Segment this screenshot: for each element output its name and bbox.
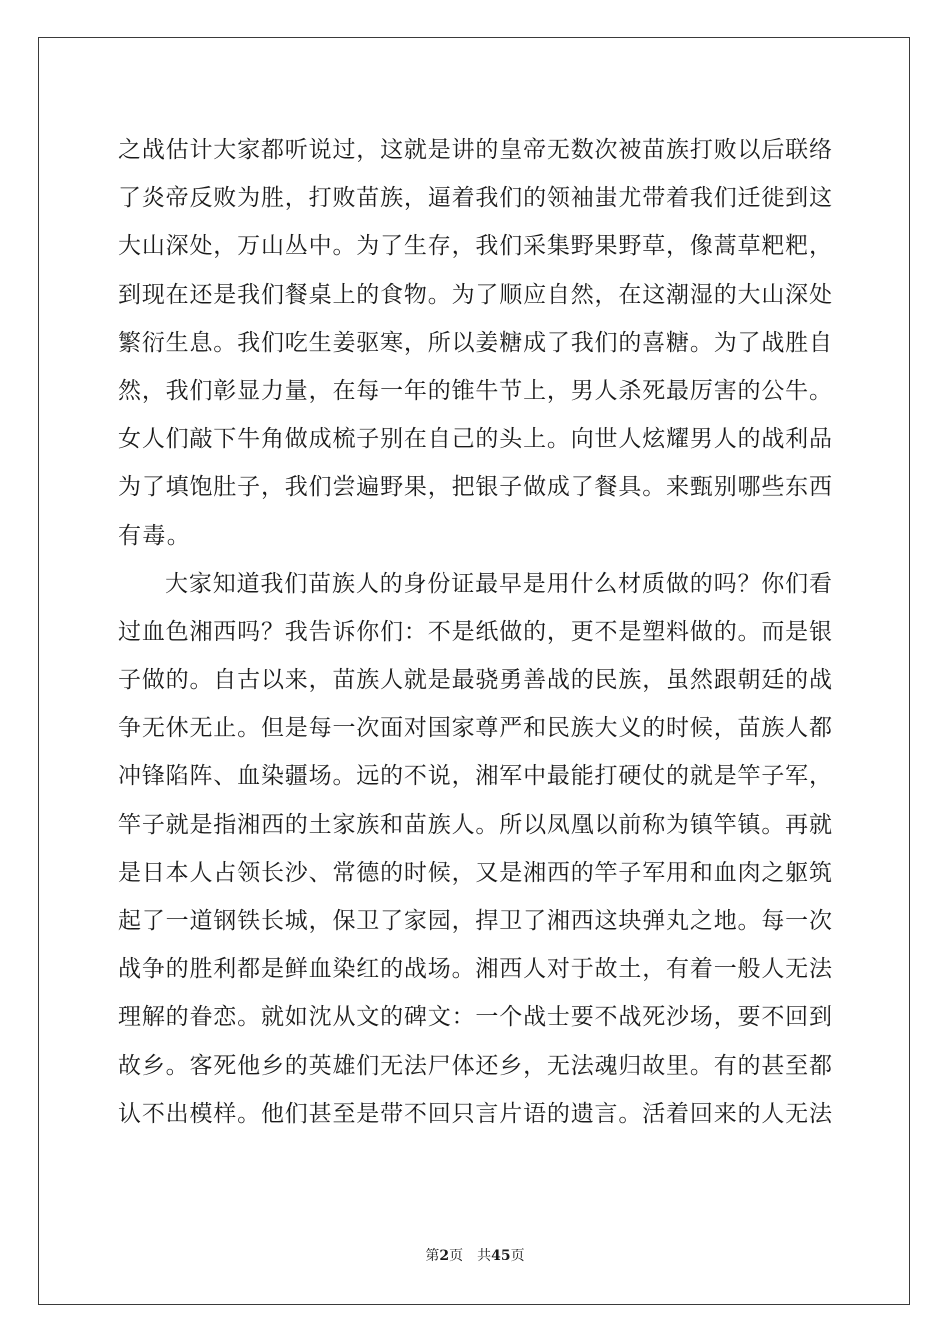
text-line: 战争的胜利都是鲜血染红的战场。湘西人对于故土，有着一般人无法 [118,956,832,983]
text-line: 之战估计大家都听说过，这就是讲的皇帝无数次被苗族打败以后联络 [118,137,832,163]
page-prefix: 第 [425,1248,440,1264]
text-line: 有毒。 [118,522,192,549]
text-line: 冲锋陷阵、血染疆场。远的不说，湘军中最能打硬仗的就是竿子军， [118,763,832,790]
total-prefix: 共 [477,1248,492,1264]
text-line: 到现在还是我们餐桌上的食物。为了顺应自然，在这潮湿的大山深处 [118,281,832,308]
text-line: 为了填饱肚子，我们尝遍野果，把银子做成了餐具。来甄别哪些东西 [118,474,832,501]
total-pages: 45 [491,1248,511,1264]
text-line: 争无休无止。但是每一次面对国家尊严和民族大义的时候，苗族人都 [118,715,832,742]
text-line: 子做的。自古以来，苗族人就是最骁勇善战的民族，虽然跟朝廷的战 [118,667,832,694]
text-line: 认不出模样。他们甚至是带不回只言片语的遗言。活着回来的人无法 [118,1100,832,1127]
text-line: 大山深处，万山丛中。为了生存，我们采集野果野草，像蒿草粑粑， [118,233,832,260]
page-number: 2 [439,1248,450,1264]
paragraph-first-line: 大家知道我们苗族人的身份证最早是用什么材质做的吗？你们看 [165,570,832,597]
text-line: 女人们敲下牛角做成梳子别在自己的头上。向世人炫耀男人的战利品 [118,426,832,453]
page-suffix: 页 [449,1248,464,1264]
page-footer [0,1246,950,1266]
text-line: 竿子就是指湘西的土家族和苗族人。所以凤凰以前称为镇竿镇。再就 [118,811,832,838]
text-line: 起了一道钢铁长城，保卫了家园，捍卫了湘西这块弹丸之地。每一次 [118,908,832,934]
text-line: 繁衍生息。我们吃生姜驱寒，所以姜糖成了我们的喜糖。为了战胜自 [118,329,832,356]
total-suffix: 页 [510,1248,525,1264]
text-line: 理解的眷恋。就如沈从文的碑文：一个战士要不战死沙场，要不回到 [118,1004,832,1031]
text-line: 是日本人占领长沙、常德的时候，又是湘西的竿子军用和血肉之躯筑 [118,859,832,886]
text-line: 故乡。客死他乡的英雄们无法尸体还乡，无法魂归故里。有的甚至都 [118,1052,832,1079]
text-line: 然，我们彰显力量，在每一年的锥牛节上，男人杀死最厉害的公牛。 [118,377,832,404]
document-body [118,126,832,1138]
text-line: 了炎帝反败为胜，打败苗族，逼着我们的领袖蚩尤带着我们迁徙到这 [118,185,832,212]
text-line: 过血色湘西吗？我告诉你们：不是纸做的，更不是塑料做的。而是银 [118,618,832,645]
